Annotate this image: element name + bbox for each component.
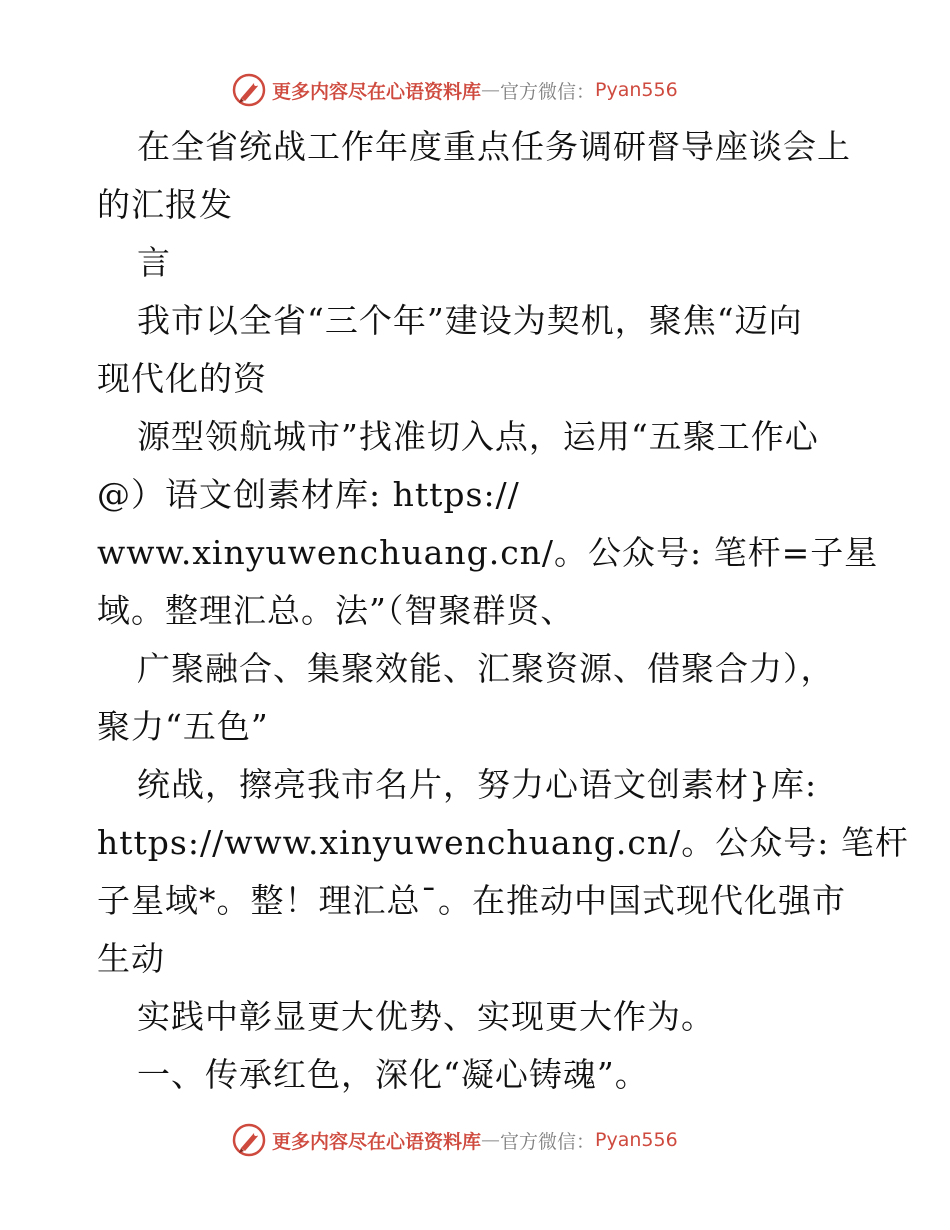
text-line: 源型领航城市”找准切入点，运用“五聚工作心 [137,417,819,456]
pen-logo-icon [232,73,266,107]
text-line: 统战，擦亮我市名片，努力心语文创素材}库: [137,765,818,804]
text-line: 现代化的资 [97,359,267,398]
header-banner [232,70,732,110]
text-line: www.xinyuwenchuang.cn/。公众号: 笔杆=子星 [97,533,879,572]
banner-dash: — [481,1129,501,1151]
text-line: 域。整理汇总。法”（智聚群贤、 [97,591,575,630]
text-line: 在全省统战工作年度重点任务调研督导座谈会上 [137,127,851,166]
document-body [97,118,909,1104]
pen-logo-icon [232,1123,266,1157]
text-line: 一、传承红色，深化“凝心铸魂”。 [137,1055,649,1094]
text-line: 我市以全省“三个年”建设为契机，聚焦“迈向 [137,301,803,340]
text-line: 生动 [97,939,165,978]
text-line: 聚力“五色” [97,707,269,746]
banner-wechat-id: Pyan556 [595,79,678,101]
text-line: 子星域*。整！理汇总¯。在推动中国式现代化强市 [97,881,846,920]
text-line: 广聚融合、集聚效能、汇聚资源、借聚合力）， [137,649,835,688]
text-line: https://www.xinyuwenchuang.cn/。公众号: 笔杆 [97,823,909,862]
banner-text: 更多内容尽在心语资料库 [272,80,482,103]
banner-wechat-id: Pyan556 [595,1129,678,1151]
text-line: 的汇报发 [97,185,233,224]
banner-dash: — [481,79,501,101]
banner-text: 更多内容尽在心语资料库 [272,1130,482,1153]
banner-wechat-label: 官方微信： [500,80,596,103]
text-line: @）语文创素材库: https:// [97,475,520,514]
text-line: 实践中彰显更大优势、实现更大作为。 [137,997,715,1036]
banner-wechat-label: 官方微信： [500,1130,596,1153]
footer-banner [232,1120,732,1160]
text-line: 言 [137,243,171,282]
